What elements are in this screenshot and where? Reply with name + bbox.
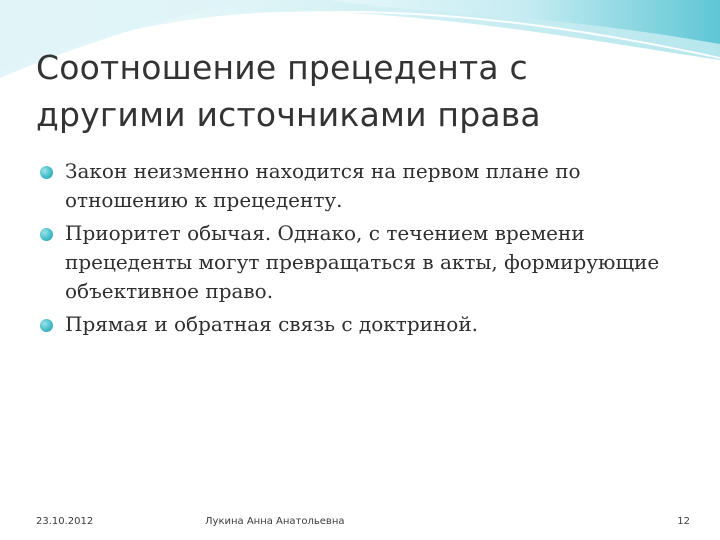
bullet-item <box>36 157 696 215</box>
footer-page-number: 12 <box>677 516 690 527</box>
footer-date: 23.10.2012 <box>36 516 94 527</box>
bullet-text: Прямая и обратная связь с доктриной. <box>65 312 479 336</box>
bullet-text: Закон неизменно находится на первом плане по отношению к прецеденту. <box>65 159 581 212</box>
footer-author: Лукина Анна Анатольевна <box>205 516 345 527</box>
bullet-item <box>36 219 696 306</box>
bullet-dot-icon <box>40 166 53 179</box>
bullet-item <box>36 310 696 339</box>
bullet-text: Приоритет обычая. Однако, с течением времени прецеденты могут превращаться в акты, формирующие объективное право. <box>65 221 660 303</box>
slide-title: Соотношение прецедента с другими источниками права <box>36 48 541 134</box>
bullet-dot-icon <box>40 228 53 241</box>
bullet-dot-icon <box>40 319 53 332</box>
bullet-list <box>36 157 696 343</box>
